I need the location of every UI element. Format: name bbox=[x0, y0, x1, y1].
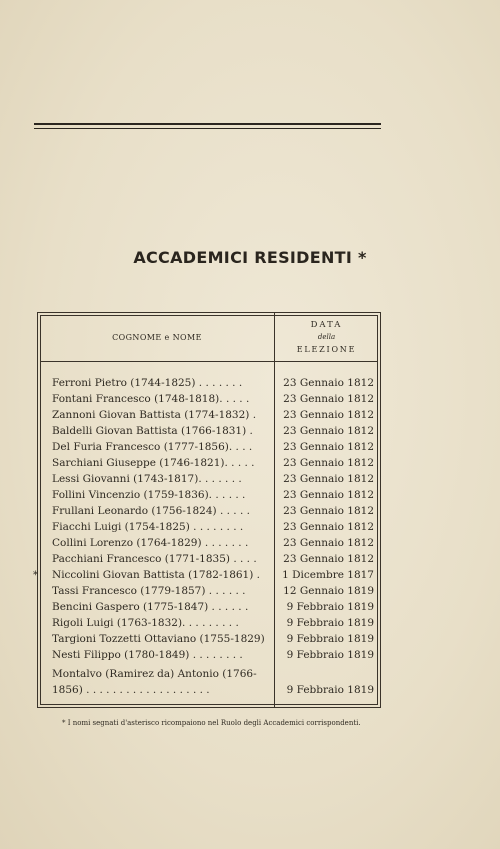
election-date: 9 Febbraio 1819 bbox=[286, 633, 374, 645]
member-name: Fontani Francesco (1748-1818). . . . . bbox=[52, 393, 250, 405]
table-row bbox=[40, 521, 378, 537]
member-name: 1856) . . . . . . . . . . . . . . . . . . . bbox=[52, 684, 210, 696]
table-row bbox=[40, 668, 378, 684]
election-date: 23 Gennaio 1812 bbox=[283, 473, 374, 485]
header-rule bbox=[40, 361, 378, 362]
footnote: * I nomi segnati d'asterisco ricompaiono nel Ruolo degli Accademici corrispondenti. bbox=[62, 719, 361, 727]
table-row bbox=[40, 505, 378, 521]
election-date: 9 Febbraio 1819 bbox=[286, 617, 374, 629]
election-date: 23 Gennaio 1812 bbox=[283, 521, 374, 533]
table-row bbox=[40, 473, 378, 489]
table-row bbox=[40, 585, 378, 601]
table-row bbox=[40, 393, 378, 409]
member-name: Bencini Gaspero (1775-1847) . . . . . . bbox=[52, 601, 249, 613]
table-row bbox=[40, 633, 378, 649]
member-name: Targioni Tozzetti Ottaviano (1755-1829) bbox=[52, 633, 265, 645]
member-name: Sarchiani Giuseppe (1746-1821). . . . . bbox=[52, 457, 255, 469]
header-names: COGNOME e NOME bbox=[112, 333, 202, 342]
table-row bbox=[33, 569, 378, 585]
table-row bbox=[40, 537, 378, 553]
header-date-2: della bbox=[317, 333, 336, 341]
member-name: Rigoli Luigi (1763-1832). . . . . . . . . bbox=[52, 617, 239, 629]
top-rule-thin bbox=[34, 128, 381, 129]
member-name: Lessi Giovanni (1743-1817). . . . . . . bbox=[52, 473, 242, 485]
table-row bbox=[40, 409, 378, 425]
election-date: 9 Febbraio 1819 bbox=[286, 649, 374, 661]
table-row bbox=[40, 617, 378, 633]
election-date: 23 Gennaio 1812 bbox=[283, 457, 374, 469]
table-row bbox=[40, 457, 378, 473]
member-name: Fiacchi Luigi (1754-1825) . . . . . . . . bbox=[52, 521, 244, 533]
table-row bbox=[40, 601, 378, 617]
election-date: 23 Gennaio 1812 bbox=[283, 409, 374, 421]
table-row bbox=[40, 684, 378, 700]
election-date: 12 Gennaio 1819 bbox=[283, 585, 374, 597]
table-row bbox=[40, 425, 378, 441]
header-date-3: ELEZIONE bbox=[296, 345, 357, 354]
table-row bbox=[40, 649, 378, 665]
table-row bbox=[40, 377, 378, 393]
election-date: 23 Gennaio 1812 bbox=[283, 537, 374, 549]
member-name: Nesti Filippo (1780-1849) . . . . . . . . bbox=[52, 649, 243, 661]
top-rule bbox=[34, 123, 381, 125]
election-date: 23 Gennaio 1812 bbox=[283, 393, 374, 405]
member-name: Tassi Francesco (1779-1857) . . . . . . bbox=[52, 585, 246, 597]
election-date: 23 Gennaio 1812 bbox=[283, 505, 374, 517]
member-name: Del Furia Francesco (1777-1856). . . . bbox=[52, 441, 253, 453]
election-date: 23 Gennaio 1812 bbox=[283, 489, 374, 501]
election-date: 23 Gennaio 1812 bbox=[283, 377, 374, 389]
member-name: Baldelli Giovan Battista (1766-1831) . bbox=[52, 425, 253, 437]
member-name: Frullani Leonardo (1756-1824) . . . . . bbox=[52, 505, 250, 517]
election-date: 23 Gennaio 1812 bbox=[283, 425, 374, 437]
election-date: 1 Dicembre 1817 bbox=[282, 569, 374, 581]
page-title: ACCADEMICI RESIDENTI * bbox=[133, 248, 367, 267]
table-row bbox=[40, 489, 378, 505]
header-date-1: DATA bbox=[310, 320, 343, 330]
member-name: Pacchiani Francesco (1771-1835) . . . . bbox=[52, 553, 257, 565]
table-row bbox=[40, 553, 378, 569]
member-name: Niccolini Giovan Battista (1782-1861) . bbox=[52, 569, 261, 581]
member-name: Zannoni Giovan Battista (1774-1832) . bbox=[52, 409, 257, 421]
table-row bbox=[40, 441, 378, 457]
asterisk-mark: * bbox=[33, 569, 39, 581]
election-date: 23 Gennaio 1812 bbox=[283, 553, 374, 565]
election-date: 9 Febbraio 1819 bbox=[286, 684, 374, 696]
member-name: Montalvo (Ramirez da) Antonio (1766- bbox=[52, 668, 257, 680]
election-date: 23 Gennaio 1812 bbox=[283, 441, 374, 453]
member-name: Collini Lorenzo (1764-1829) . . . . . . . bbox=[52, 537, 249, 549]
election-date: 9 Febbraio 1819 bbox=[286, 601, 374, 613]
member-name: Follini Vincenzio (1759-1836). . . . . . bbox=[52, 489, 246, 501]
member-name: Ferroni Pietro (1744-1825) . . . . . . . bbox=[52, 377, 243, 389]
